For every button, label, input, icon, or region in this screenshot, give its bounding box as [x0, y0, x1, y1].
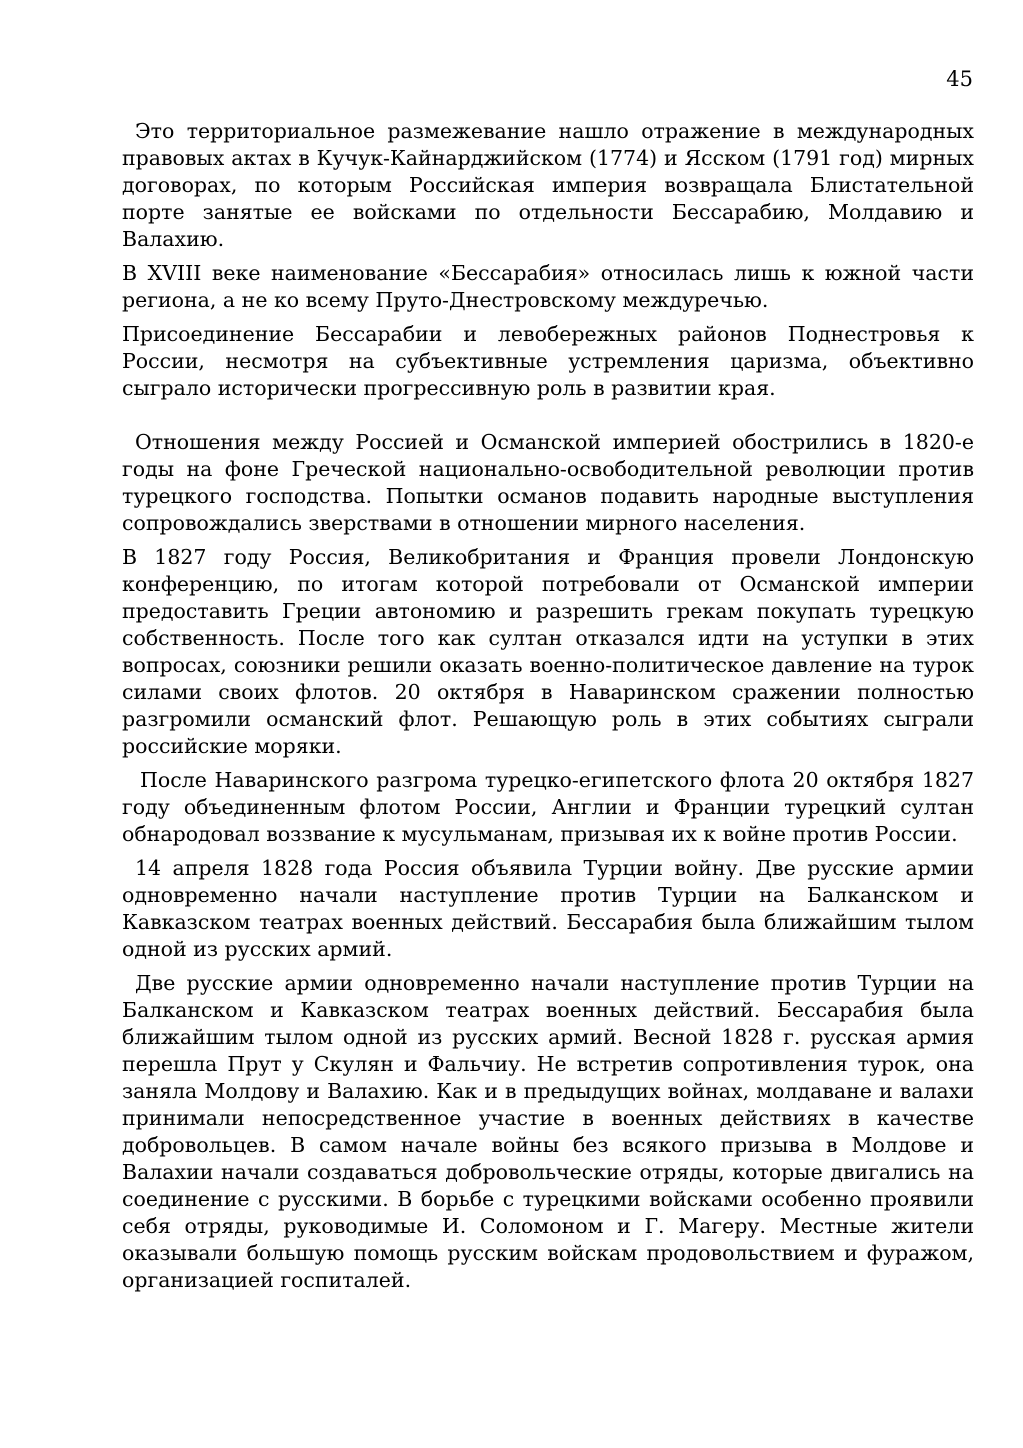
paragraph-war-declaration: 14 апреля 1828 года Россия объявила Турции войну. Две русские армии одновременно начали наступление против Турции на Балканском и Кавказском театрах военных действий. Бессарабия была ближайшим тылом одной из русских армий.	[122, 856, 974, 961]
document-body	[122, 118, 974, 1301]
paragraph-russia-ottoman-relations: Отношения между Россией и Османской империей обострились в 1820-е годы на фоне Греческой национально-освободительной революции против турецкого господства. Попытки османов подавить народные выступления сопровождались зверствами в отношении мирного населения.	[122, 430, 974, 535]
paragraph-territorial-demarcation: Это территориальное размежевание нашло отражение в международных правовых актах в Кучук-Кайнарджийском (1774) и Ясском (1791 год) мирных договорах, по которым Российская империя возвращала Блистательной порте занятые ее войсками по отдельности Бессарабию, Молдавию и Валахию.	[122, 119, 974, 251]
paragraph-london-conference: В 1827 году Россия, Великобритания и Франция провели Лондонскую конференцию, по итогам которой потребовали от Османской империи предоставить Греции автономию и разрешить грекам покупать турецкую собственность. После того как султан отказался идти на уступки в этих вопросах, союзники решили оказать военно-политическое давление на турок силами своих флотов. 20 октября в Наваринском сражении полностью разгромили османский флот. Решающую роль в этих событиях сыграли российские моряки.	[122, 545, 974, 758]
paragraph-bessarabia-name: В XVIII веке наименование «Бессарабия» относилась лишь к южной части региона, а не ко всему Пруто-Днестровскому междуречью.	[122, 261, 974, 312]
page-number: 45	[946, 67, 973, 91]
paragraph-navarino-aftermath: После Наваринского разгрома турецко-египетского флота 20 октября 1827 году объединенным флотом России, Англии и Франции турецкий султан обнародовал воззвание к мусульманам, призывая их к войне против России.	[122, 768, 974, 846]
paragraph-annexation-role: Присоединение Бессарабии и левобережных районов Поднестровья к России, несмотря на субъективные устремления царизма, объективно сыграло исторически прогрессивную роль в развитии края.	[122, 322, 974, 400]
paragraph-volunteer-detachments: Две русские армии одновременно начали наступление против Турции на Балканском и Кавказском театрах военных действий. Бессарабия была ближайшим тылом одной из русских армий. Весной 1828 г. русская армия перешла Прут у Скулян и Фальчиу. Не встретив сопротивления турок, она заняла Молдову и Валахию. Как и в предыдущих войнах, молдаване и валахи принимали непосредственное участие в военных действиях в качестве добровольцев. В самом начале войны без всякого призыва в Молдове и Валахии начали создаваться добровольческие отряды, которые двигались на соединение с русскими. В борьбе с турецкими войсками особенно проявили себя отряды, руководимые И. Соломоном и Г. Магеру. Местные жители оказывали большую помощь русским войскам продовольствием и фуражом, организацией госпиталей.	[122, 971, 974, 1292]
